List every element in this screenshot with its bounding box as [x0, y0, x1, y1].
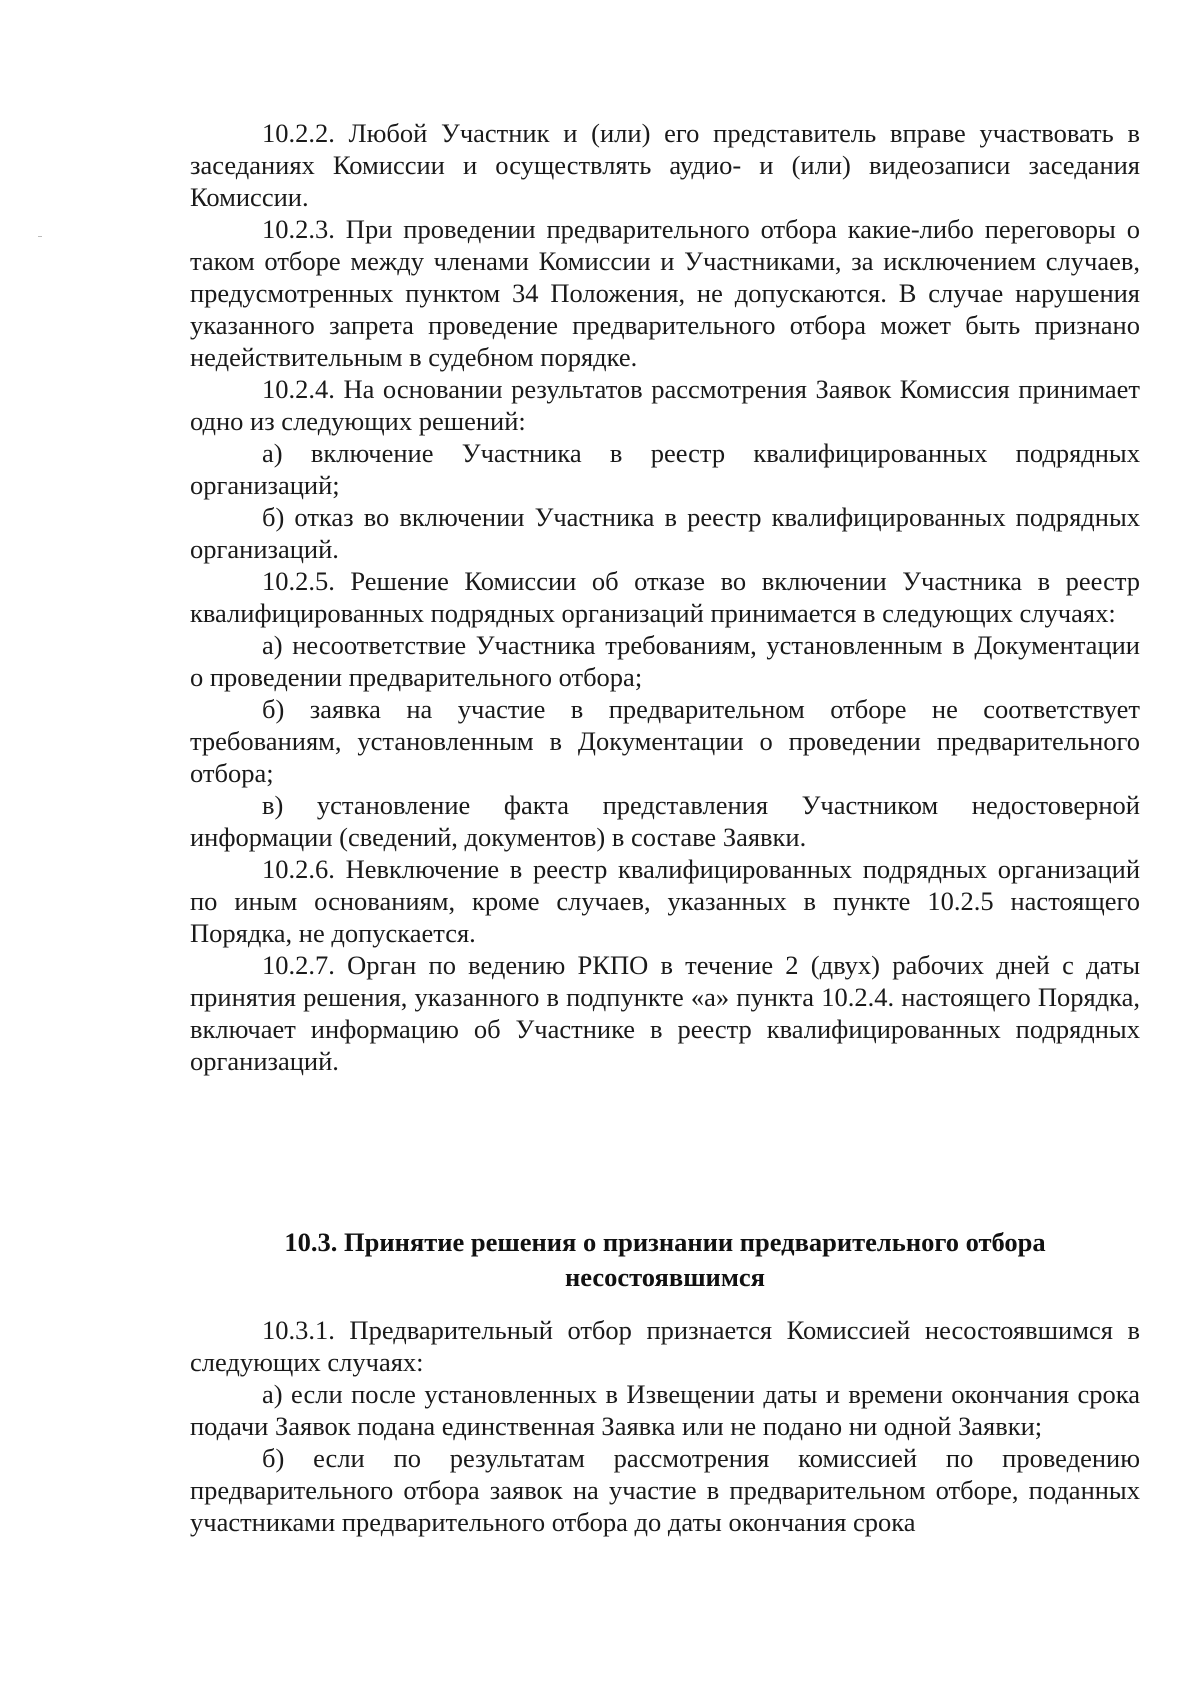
heading-line-1: 10.3. Принятие решения о признании предварительного отбора [284, 1227, 1046, 1257]
section-heading-10-3 [190, 1225, 1140, 1295]
subitem-10-2-5-v: в) установление факта представления Участником недостоверной информации (сведений, документов) в составе Заявки. [190, 790, 1140, 852]
heading-line-2: несостоявшимся [565, 1262, 765, 1292]
paragraph-10-2-3: 10.2.3. При проведении предварительного отбора какие-либо переговоры о таком отборе между членами Комиссии и Участниками, за исключением случаев, предусмотренных пунктом 34 Положения, не допускаются. В случае нарушения указанного запрета проведение предварительного отбора может быть признано недействительным в судебном порядке. [190, 214, 1140, 372]
paragraph-10-2-6: 10.2.6. Невключение в реестр квалифицированных подрядных организаций по иным основаниям, кроме случаев, указанных в пункте 10.2.5 настоящего Порядка, не допускается. [190, 854, 1140, 948]
paragraphs-section-10-2 [190, 117, 1140, 1077]
paragraph-10-3-1: 10.3.1. Предварительный отбор признается Комиссией несостоявшимся в следующих случаях: [190, 1315, 1140, 1377]
subitem-10-3-1-a: а) если после установленных в Извещении даты и времени окончания срока подачи Заявок подана единственная Заявка или не подано ни одной Заявки; [190, 1379, 1140, 1441]
paragraph-10-2-2: 10.2.2. Любой Участник и (или) его представитель вправе участвовать в заседаниях Комиссии и осуществлять аудио- и (или) видеозаписи заседания Комиссии. [190, 118, 1140, 212]
subitem-10-2-4-b: б) отказ во включении Участника в реестр квалифицированных подрядных организаций. [190, 502, 1140, 564]
paragraph-10-2-5: 10.2.5. Решение Комиссии об отказе во включении Участника в реестр квалифицированных подрядных организаций принимается в следующих случаях: [190, 566, 1140, 628]
paragraph-10-2-7: 10.2.7. Орган по ведению РКПО в течение 2 (двух) рабочих дней с даты принятия решения, указанного в подпункте «а» пункта 10.2.4. настоящего Порядка, включает информацию об Участнике в реестр квалифицированных подрядных организаций. [190, 950, 1140, 1076]
subitem-10-3-1-b: б) если по результатам рассмотрения комиссией по проведению предварительного отбора заявок на участие в предварительном отборе, поданных участниками предварительного отбора до даты окончания срока [190, 1443, 1140, 1537]
subitem-10-2-5-a: а) несоответствие Участника требованиям, установленным в Документации о проведении предварительного отбора; [190, 630, 1140, 692]
subitem-10-2-5-b: б) заявка на участие в предварительном отборе не соответствует требованиям, установленным в Документации о проведении предварительного отбора; [190, 694, 1140, 788]
paragraphs-section-10-3 [190, 1314, 1140, 1538]
paragraph-10-2-4: 10.2.4. На основании результатов рассмотрения Заявок Комиссия принимает одно из следующих решений: [190, 374, 1140, 436]
scan-speck [38, 236, 42, 237]
subitem-10-2-4-a: а) включение Участника в реестр квалифицированных подрядных организаций; [190, 438, 1140, 500]
